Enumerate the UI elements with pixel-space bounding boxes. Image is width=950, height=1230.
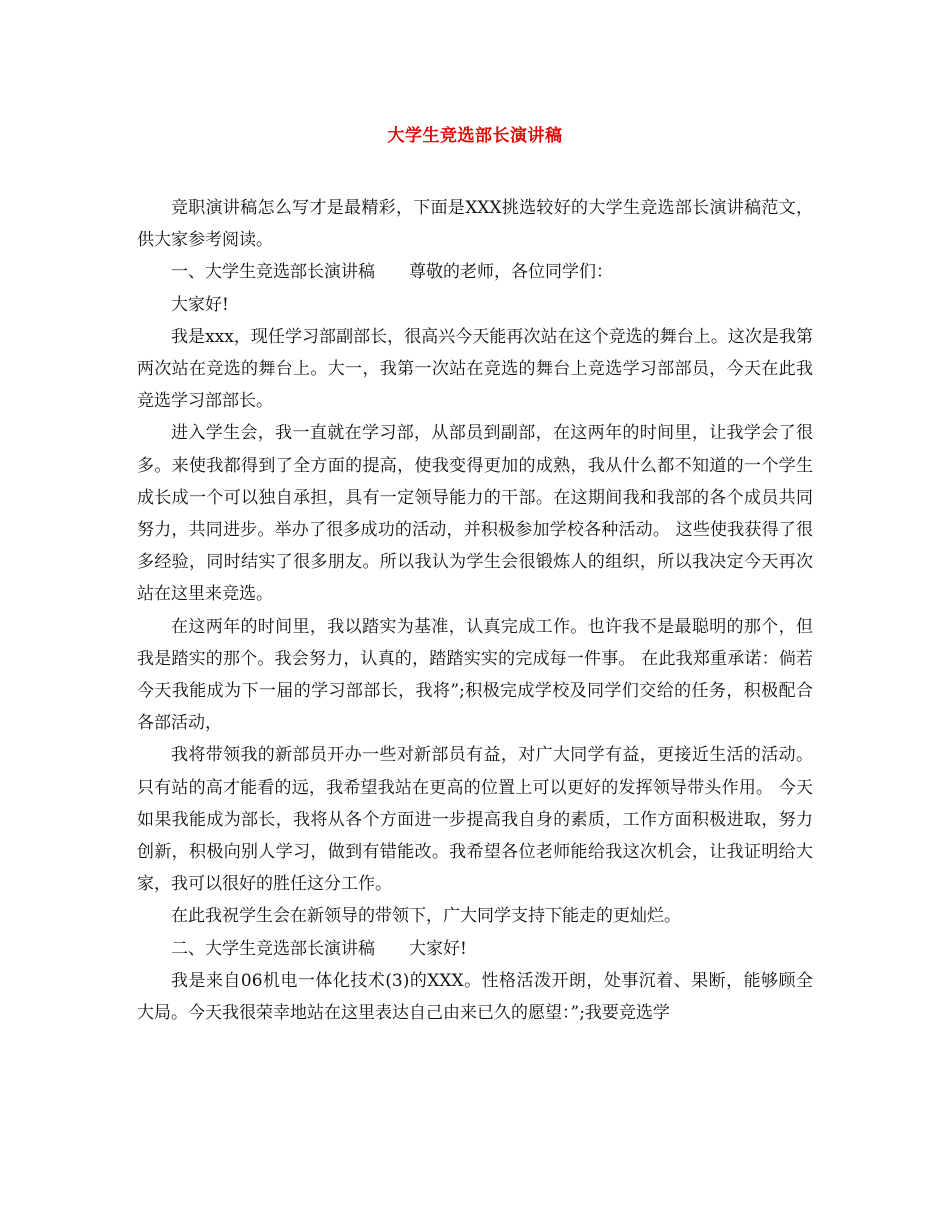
paragraph-greeting: 大家好! (171, 294, 229, 315)
paragraph-section-two-intro: 我是来自06机电一体化技术(3)的XXX。性格活泼开朗，处事沉着、果断，能够顾全大局。今天我很荣幸地站在这里表达自己由来已久的愿望：”;我要竞选学 (137, 970, 813, 1024)
document-body (137, 192, 813, 1029)
paragraph-section-one-heading: 一、大学生竞选部长演讲稿 尊敬的老师，各位同学们： (171, 262, 613, 283)
paragraph-plans: 我将带领我的新部员开办一些对新部员有益，对广大同学有益，更接近生活的活动。只有站的高才能看的远，我希望我站在更高的位置上可以更好的发挥领导带头作用。 今天如果我能成为部长，我将从各个方面进一步提高我自身的素质，工作方面积极进取，努力创新，积极向别人学习，做到有错能改。我希望各位老师能给我这次机会，让我证明给大家，我可以很好的胜任这分工作。 (137, 745, 813, 895)
paragraph-section-two-heading: 二、大学生竞选部长演讲稿 大家好! (171, 938, 467, 959)
paragraph-intro: 竞职演讲稿怎么写才是最精彩，下面是XXX挑选较好的大学生竞选部长演讲稿范文，供大家参考阅读。 (137, 198, 813, 251)
document-title: 大学生竞选部长演讲稿 (387, 126, 563, 146)
paragraph-closing-wish: 在此我祝学生会在新领导的带领下，广大同学支持下能走的更灿烂。 (171, 906, 681, 927)
paragraph-commitment: 在这两年的时间里，我以踏实为基准，认真完成工作。也许我不是最聪明的那个，但我是踏实的那个。我会努力，认真的，踏踏实实的完成每一件事。 在此我郑重承诺：倘若今天我能成为下一届的学习部部长，我将”;积极完成学校及同学们交给的任务，积极配合各部活动， (137, 616, 813, 734)
paragraph-self-introduction: 我是xxx，现任学习部副部长，很高兴今天能再次站在这个竞选的舞台上。这次是我第两次站在竞选的舞台上。大一，我第一次站在竞选的舞台上竞选学习部部员，今天在此我竞选学习部部长。 (137, 326, 813, 412)
paragraph-experience: 进入学生会，我一直就在学习部，从部员到副部，在这两年的时间里，让我学会了很多。来使我都得到了全方面的提高，使我变得更加的成熟，我从什么都不知道的一个学生成长成一个可以独自承担，具有一定领导能力的干部。在这期间我和我部的各个成员共同努力，共同进步。举办了很多成功的活动，并积极参加学校各种活动。 这些使我获得了很多经验，同时结实了很多朋友。所以我认为学生会很锻炼人的组织，所以我决定今天再次站在这里来竞选。 (137, 423, 813, 605)
